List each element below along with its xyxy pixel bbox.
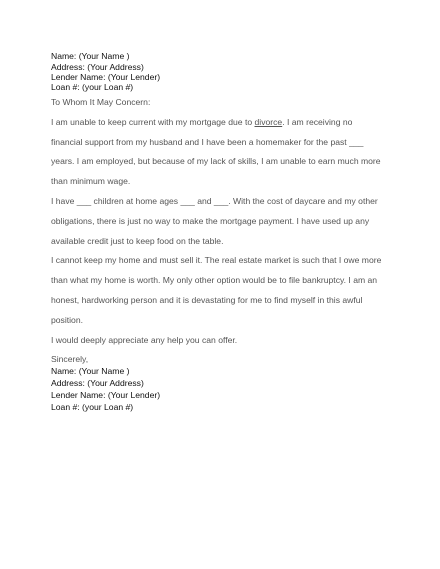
header-lender: Lender Name: (Your Lender) [51, 72, 161, 82]
para1-line1 [51, 117, 352, 128]
salutation: To Whom It May Concern: [51, 97, 151, 107]
para3-line3: honest, hardworking person and it is devastating for me to find myself in this awful [51, 295, 363, 305]
header-address: Address: (Your Address) [51, 62, 144, 72]
divorce-link[interactable]: divorce [254, 117, 283, 127]
para4: I would deeply appreciate any help you can offer. [51, 335, 238, 345]
para1-line3: years. I am employed, but because of my lack of skills, I am unable to earn much more [51, 156, 381, 166]
para3-line2: than what my home is worth. My only other option would be to file bankruptcy. I am an [51, 275, 378, 285]
footer-address: Address: (Your Address) [51, 378, 144, 388]
footer-lender: Lender Name: (Your Lender) [51, 390, 161, 400]
para1-line2: financial support from my husband and I have been a homemaker for the past ___ [51, 137, 364, 147]
footer-loan: Loan #: (your Loan #) [51, 402, 134, 412]
para2-line3: available credit just to keep food on the table. [51, 236, 224, 246]
para2-line1: I have ___ children at home ages ___ and ___. With the cost of daycare and my other [51, 196, 378, 206]
para3-line1: I cannot keep my home and must sell it. The real estate market is such that I owe more [51, 255, 382, 265]
header-name: Name: (Your Name ) [51, 51, 130, 61]
para2-line2: obligations, there is just no way to make the mortgage payment. I have used up any [51, 216, 370, 226]
para1-text-a: I am unable to keep current with my mortgage due to [51, 117, 255, 127]
para3-line4: position. [51, 315, 84, 325]
para1-text-b: . I am receiving no [282, 117, 353, 127]
header-loan: Loan #: (your Loan #) [51, 82, 134, 92]
footer-name: Name: (Your Name ) [51, 366, 130, 376]
closing: Sincerely, [51, 354, 89, 364]
para1-line4: than minimum wage. [51, 176, 131, 186]
